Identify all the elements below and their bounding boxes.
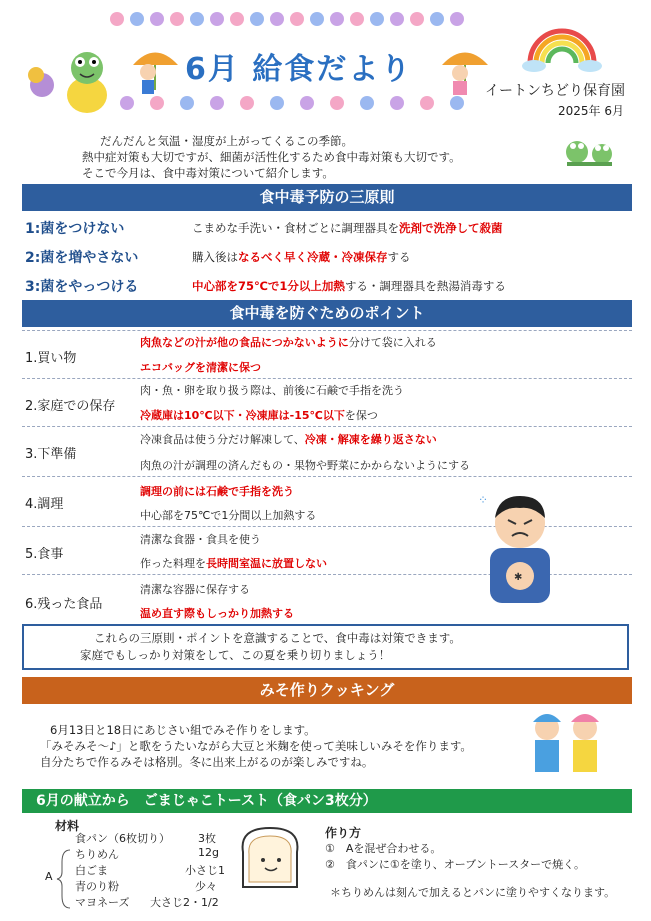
point-row (22, 378, 632, 427)
point-line: 冷蔵庫は10℃以下・冷凍庫は-15℃以下を保つ (140, 409, 378, 422)
sick-child-illustration (478, 488, 563, 613)
point-line: 温め直す際もしっかり加熱する (140, 607, 294, 620)
toast-illustration (235, 822, 305, 892)
miso-line: 「みそみそ～♪」と歌をうたいながら大豆と米麹を使って美味しいみそを作ります。 (40, 739, 472, 753)
girl-umbrella-illustration (440, 40, 490, 100)
frogs-illustration (562, 132, 617, 170)
ingredient-amount: 少々 (195, 880, 217, 893)
point-line: 清潔な容器に保存する (140, 583, 250, 596)
intro-line: 熱中症対策も大切ですが、細菌が活性化するため食中毒対策も大切です。 (82, 150, 461, 164)
principle-row (22, 270, 632, 300)
ingredient-name: 白ごま (75, 864, 108, 877)
note-box (22, 624, 629, 670)
principle-desc: 購入後はなるべく早く冷蔵・冷凍保存する (192, 250, 411, 264)
svg-text:⁘: ⁘ (478, 493, 489, 507)
frog-raincoat-illustration (22, 40, 117, 115)
principle-label: 2:菌を増やさない (25, 250, 139, 266)
principle-desc: 中心部を75℃で1分以上加熱する・調理器具を熱湯消毒する (192, 279, 506, 293)
recipe-heading: 6月の献立から ごまじゃこトースト（食パン3枚分） (22, 789, 632, 813)
point-line: 肉魚の汁が調理の済んだもの・果物や野菜にかからないようにする (140, 459, 470, 472)
method-title: 作り方 (325, 826, 362, 840)
miso-heading: みそ作りクッキング (22, 677, 632, 704)
hydrangea-border (110, 12, 470, 22)
point-line: 調理の前には石鹸で手指を洗う (140, 485, 294, 498)
point-label: 6.残った食品 (25, 597, 103, 612)
point-label: 5.食事 (25, 547, 64, 562)
principle-row (22, 212, 632, 242)
intro-text (82, 133, 552, 181)
ingredient-amount: 3枚 (198, 832, 216, 845)
miso-line: 自分たちで作るみそは格別。冬に出来上がるのが楽しみですね。 (40, 755, 374, 769)
point-label: 3.下準備 (25, 447, 77, 462)
point-line: 肉・魚・卵を取り扱う際は、前後に石鹸で手指を洗う (140, 384, 404, 397)
miso-text (40, 722, 472, 770)
ingredient-name: マヨネーズ (75, 896, 130, 909)
point-row (22, 330, 632, 379)
ingredient-name: ちりめん (75, 848, 119, 861)
group-label: A (45, 870, 53, 883)
points-heading: 食中毒を防ぐためのポイント (22, 300, 632, 327)
miso-line: 6月13日と18日にあじさい組でみそ作りをします。 (50, 723, 316, 737)
intro-line: だんだんと気温・湿度が上がってくるこの季節。 (100, 134, 353, 148)
intro-line: そこで今月は、食中毒対策について紹介します。 (82, 166, 334, 180)
ingredient-amount: 大さじ2・1/2 (150, 896, 219, 909)
point-line: 清潔な食器・食具を使う (140, 533, 261, 546)
note-line: 家庭でもしっかり対策をして、この夏を乗り切りましょう！ (80, 648, 391, 662)
issue-date: 2025年 6月 (558, 104, 624, 118)
materials-title: 材料 (55, 819, 80, 833)
point-line: 肉魚などの汁が他の食品につかないように分けて袋に入れる (140, 336, 437, 349)
school-name: イートンちどり保育園 (485, 83, 625, 99)
method-step: ② 食パンに①を塗り、オーブントースターで焼く。 (325, 858, 585, 871)
point-label: 2.家庭での保存 (25, 399, 116, 414)
note-line: これらの三原則・ポイントを意識することで、食中毒は対策できます。 (94, 631, 461, 645)
ingredient-name: 青のり粉 (75, 880, 119, 893)
principle-row (22, 241, 632, 271)
principles-heading: 食中毒予防の三原則 (22, 184, 632, 211)
page-title: 6月 給食だより (185, 52, 413, 87)
point-line: 冷凍食品は使う分だけ解凍して、冷凍・解凍を繰り返さない (140, 433, 437, 446)
ingredient-amount: 12g (198, 846, 219, 859)
group-brace (56, 848, 72, 910)
point-line: エコバッグを清潔に保つ (140, 361, 261, 374)
point-label: 4.調理 (25, 497, 64, 512)
ingredient-name: 食パン（6枚切り） (75, 832, 170, 845)
principle-desc: こまめな手洗い・食材ごとに調理器具を洗剤で洗浄して殺菌 (192, 221, 503, 235)
child-umbrella-illustration (128, 40, 183, 100)
point-line: 作った料理を長時間室温に放置しない (140, 557, 327, 570)
recipe-tip: ＊ちりめんは刻んで加えるとパンに塗りやすくなります。 (330, 886, 616, 899)
principle-label: 3:菌をやっつける (25, 279, 139, 295)
rainbow-illustration (522, 18, 602, 73)
svg-text:✱: ✱ (514, 572, 523, 583)
method-step: ① Aを混ぜ合わせる。 (325, 842, 442, 855)
point-line: 中心部を75℃で1分間以上加熱する (140, 509, 317, 522)
ingredient-amount: 小さじ1 (185, 864, 225, 877)
principle-label: 1:菌をつけない (25, 221, 125, 237)
point-row (22, 426, 632, 477)
point-label: 1.買い物 (25, 351, 77, 366)
kids-cooking-illustration (525, 708, 615, 783)
